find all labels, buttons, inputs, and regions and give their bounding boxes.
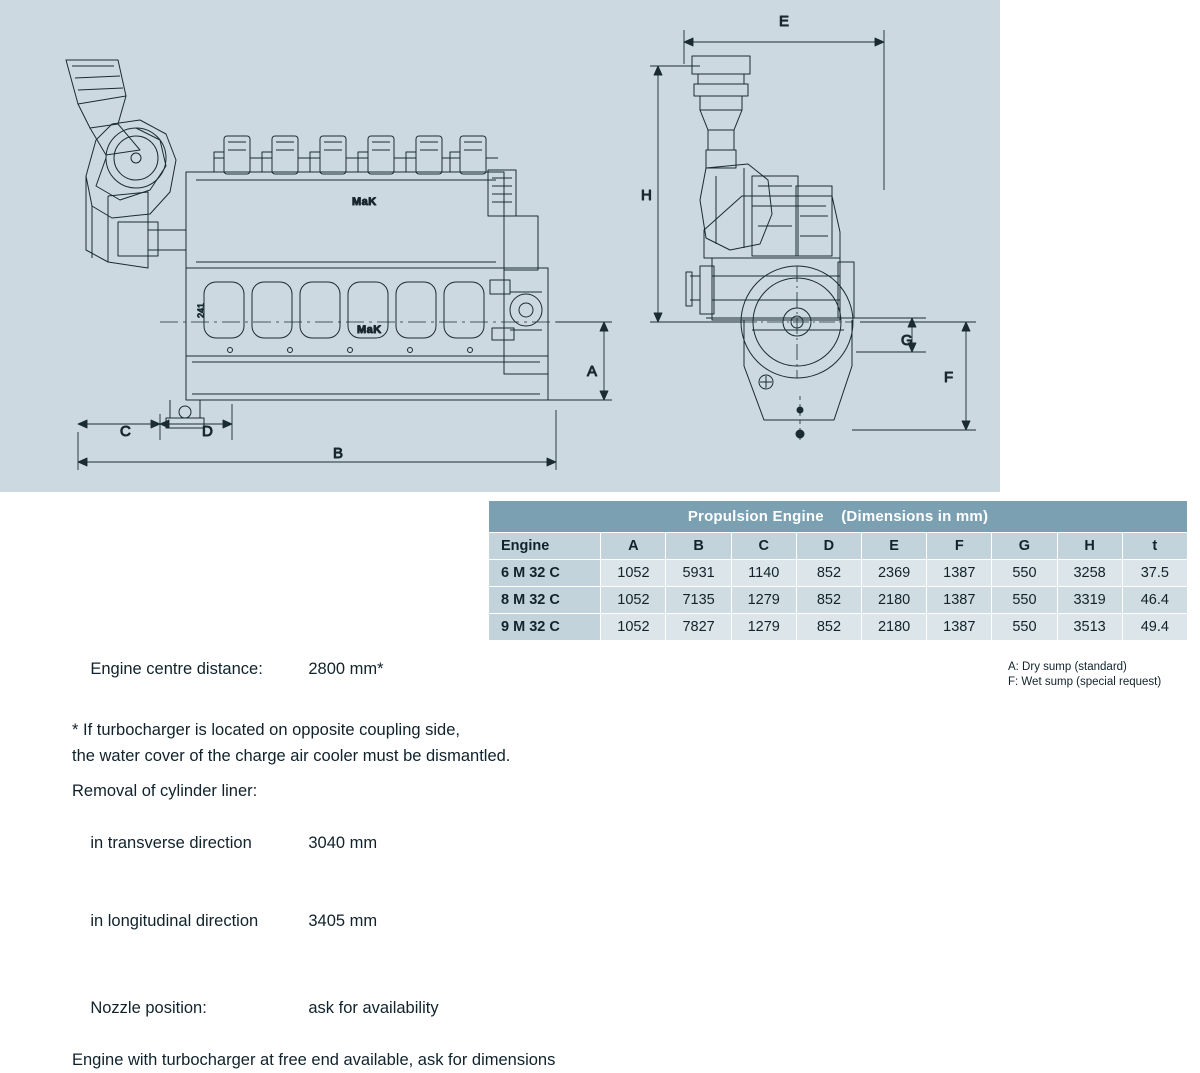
cell-e: 2180 xyxy=(862,587,927,614)
mak-logo-top: MaK xyxy=(352,196,377,208)
note-removal-longitudinal-label: in longitudinal direction xyxy=(90,912,259,930)
front-oil-sump xyxy=(744,320,852,440)
cell-e: 2369 xyxy=(862,560,927,587)
cell-f: 1387 xyxy=(927,560,992,587)
table-row xyxy=(489,587,1188,614)
propulsion-engine-table xyxy=(488,500,1188,641)
cell-c: 1279 xyxy=(731,614,796,641)
table-title-cell xyxy=(489,501,1188,533)
note-turbo-free-end: Engine with turbocharger at free end available, ask for dimensions xyxy=(72,1051,556,1069)
cell-b: 7135 xyxy=(666,587,731,614)
cell-a: 1052 xyxy=(601,614,666,641)
table-header-row xyxy=(489,533,1188,560)
column-header-d: D xyxy=(796,533,861,560)
front-engine-body xyxy=(686,196,854,320)
dim-label-E: E xyxy=(779,13,790,30)
cell-f: 1387 xyxy=(927,587,992,614)
dim-label-A: A xyxy=(587,363,598,380)
note-nozzle-value: ask for availability xyxy=(308,999,439,1017)
front-dimensions xyxy=(650,30,976,430)
column-header-g: G xyxy=(992,533,1057,560)
control-panel xyxy=(488,170,538,340)
mak-logo-side: MaK xyxy=(357,324,382,336)
cell-d: 852 xyxy=(796,587,861,614)
note-footnote-line2: the water cover of the charge air cooler must be dismantled. xyxy=(72,747,511,765)
cell-c: 1279 xyxy=(731,587,796,614)
dim-label-F: F xyxy=(944,369,954,386)
column-header-c: C xyxy=(731,533,796,560)
note-removal-transverse-label: in transverse direction xyxy=(90,834,252,852)
flywheel xyxy=(741,266,853,378)
cylinder-heads xyxy=(214,136,498,174)
column-header-engine: Engine xyxy=(489,533,601,560)
note-removal-transverse-value: 3040 mm xyxy=(308,834,378,852)
cell-c: 1140 xyxy=(731,560,796,587)
cell-engine-name: 8 M 32 C xyxy=(489,587,601,614)
engine-notes-block xyxy=(72,630,692,1073)
cell-engine-name: 6 M 32 C xyxy=(489,560,601,587)
note-centre-distance-value: 2800 mm* xyxy=(308,660,384,678)
note-removal-longitudinal-value: 3405 mm xyxy=(308,912,378,930)
dim-label-G: G xyxy=(901,332,913,349)
engine-lower-block xyxy=(186,268,504,356)
cell-d: 852 xyxy=(796,614,861,641)
footnote-dry-sump: A: Dry sump (standard) xyxy=(1008,661,1127,673)
cell-g: 550 xyxy=(992,614,1057,641)
table-row xyxy=(489,560,1188,587)
dim-label-H: H xyxy=(641,187,652,204)
cell-h: 3258 xyxy=(1057,560,1122,587)
front-turbocharger xyxy=(700,164,832,256)
cell-t: 46.4 xyxy=(1122,587,1187,614)
cell-t: 37.5 xyxy=(1122,560,1187,587)
front-exhaust-stack xyxy=(692,56,750,168)
note-nozzle-position xyxy=(72,969,692,1047)
small-vertical-label: 241 xyxy=(196,302,206,318)
dim-label-D: D xyxy=(202,423,213,440)
column-header-h: H xyxy=(1057,533,1122,560)
cell-engine-name: 9 M 32 C xyxy=(489,614,601,641)
cell-d: 852 xyxy=(796,560,861,587)
base-frame xyxy=(166,348,548,429)
cell-b: 5931 xyxy=(666,560,731,587)
cell-b: 7827 xyxy=(666,614,731,641)
side-dimensions xyxy=(78,322,612,470)
coupling-end xyxy=(504,268,548,374)
note-removal-longitudinal xyxy=(72,882,692,960)
column-header-b: B xyxy=(666,533,731,560)
cell-a: 1052 xyxy=(601,560,666,587)
engine-upper-block xyxy=(186,172,504,268)
turbocharger xyxy=(86,120,176,218)
dim-label-B: B xyxy=(333,445,344,462)
charge-air-duct xyxy=(86,176,186,268)
cell-g: 550 xyxy=(992,587,1057,614)
column-header-t: t xyxy=(1122,533,1187,560)
cell-a: 1052 xyxy=(601,587,666,614)
note-centre-distance-label: Engine centre distance: xyxy=(90,660,263,678)
note-removal-title: Removal of cylinder liner: xyxy=(72,782,258,800)
cell-g: 550 xyxy=(992,560,1057,587)
cell-h: 3319 xyxy=(1057,587,1122,614)
note-footnote-line1: * If turbocharger is located on opposite coupling side, xyxy=(72,721,460,739)
column-header-a: A xyxy=(601,533,666,560)
side-exhaust-stack xyxy=(66,60,140,155)
note-removal-transverse xyxy=(72,804,692,882)
cell-f: 1387 xyxy=(927,614,992,641)
table-title-row xyxy=(489,501,1188,533)
table-footnotes xyxy=(1008,660,1198,690)
cell-h: 3513 xyxy=(1057,614,1122,641)
cell-e: 2180 xyxy=(862,614,927,641)
column-header-f: F xyxy=(927,533,992,560)
note-nozzle-label: Nozzle position: xyxy=(90,999,207,1017)
note-centre-distance xyxy=(72,630,692,708)
engine-drawing-svg xyxy=(0,0,1000,492)
table-title-main: Propulsion Engine xyxy=(687,508,824,525)
cell-t: 49.4 xyxy=(1122,614,1187,641)
dim-label-C: C xyxy=(120,423,131,440)
engine-drawing-panel xyxy=(0,0,1000,492)
footnote-wet-sump: F: Wet sump (special request) xyxy=(1008,676,1162,688)
crankcase-doors xyxy=(204,282,484,338)
table-title-sub: (Dimensions in mm) xyxy=(841,508,989,525)
column-header-e: E xyxy=(862,533,927,560)
